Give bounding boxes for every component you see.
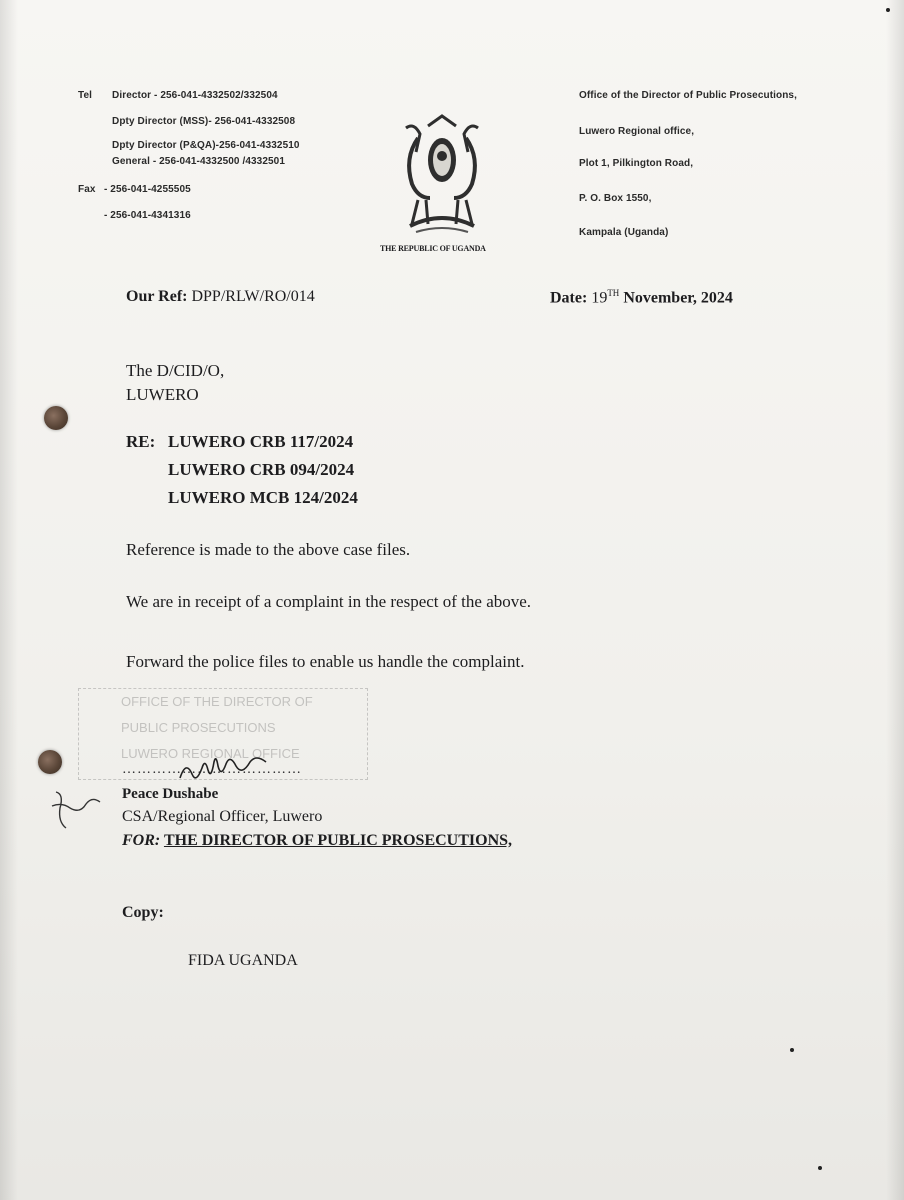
initials-mark bbox=[46, 786, 116, 834]
addressee-line-2: LUWERO bbox=[126, 385, 199, 404]
addressee-line-1: The D/CID/O, bbox=[126, 361, 225, 380]
dpty-director-mss-phone: Dpty Director (MSS)- 256-041-4332508 bbox=[112, 116, 296, 127]
body-paragraph-2: We are in receipt of a complaint in the respect of the above. bbox=[126, 592, 532, 611]
punch-hole-bottom bbox=[38, 750, 62, 774]
subject-line-2: LUWERO CRB 094/2024 bbox=[168, 460, 355, 479]
office-line-4: P. O. Box 1550, bbox=[579, 193, 652, 204]
office-line-5: Kampala (Uganda) bbox=[579, 227, 669, 238]
coat-of-arms-caption: THE REPUBLIC OF UGANDA bbox=[380, 244, 486, 253]
initials-mark-icon bbox=[46, 786, 116, 834]
subject-re-label: RE: bbox=[126, 432, 156, 451]
signature-dotted-line: ……………………………… bbox=[122, 762, 302, 777]
stamp-line-3: LUWERO REGIONAL OFFICE bbox=[121, 746, 300, 761]
subject-line-1: LUWERO CRB 117/2024 bbox=[168, 432, 354, 451]
office-line-2: Luwero Regional office, bbox=[579, 126, 695, 137]
fax-number-1: - 256-041-4255505 bbox=[104, 184, 191, 195]
signatory-name: Peace Dushabe bbox=[122, 786, 219, 802]
date-day: 19 bbox=[591, 289, 608, 307]
handwritten-signature bbox=[176, 756, 286, 786]
page-left-shadow bbox=[0, 0, 18, 1200]
general-phone: General - 256-041-4332500 /4332501 bbox=[112, 156, 285, 167]
for-organisation: THE DIRECTOR OF PUBLIC PROSECUTIONS, bbox=[163, 832, 513, 849]
signature-scribble-icon bbox=[176, 756, 286, 786]
page-right-shadow bbox=[886, 0, 904, 1200]
fax-number-2: - 256-041-4341316 bbox=[104, 210, 191, 221]
for-label: FOR: bbox=[122, 832, 161, 849]
body-paragraph-1: Reference is made to the above case files. bbox=[126, 540, 411, 559]
fax-label: Fax bbox=[78, 184, 96, 195]
dpty-director-pqa-phone: Dpty Director (P&QA)-256-041-4332510 bbox=[112, 140, 300, 151]
signatory-title: CSA/Regional Officer, Luwero bbox=[122, 808, 323, 825]
office-line-3: Plot 1, Pilkington Road, bbox=[579, 158, 694, 169]
reference-line bbox=[126, 288, 315, 306]
subject-line-3: LUWERO MCB 124/2024 bbox=[168, 488, 358, 507]
copy-recipient: FIDA UGANDA bbox=[188, 952, 298, 969]
speck bbox=[790, 1048, 794, 1052]
stamp-line-2: PUBLIC PROSECUTIONS bbox=[121, 720, 276, 735]
date-rest: November, 2024 bbox=[623, 289, 733, 307]
director-phone: Director - 256-041-4332502/332504 bbox=[112, 90, 278, 101]
body-paragraph-3: Forward the police files to enable us handle the complaint. bbox=[126, 652, 525, 671]
ref-label: Our Ref: bbox=[126, 288, 188, 305]
coat-of-arms-icon bbox=[388, 108, 496, 240]
ref-value: DPP/RLW/RO/014 bbox=[191, 288, 315, 305]
punch-hole-top bbox=[44, 406, 68, 430]
date-suffix: TH bbox=[607, 288, 620, 298]
date-label: Date: bbox=[550, 289, 588, 307]
tel-label: Tel bbox=[78, 90, 93, 101]
coat-of-arms bbox=[388, 108, 496, 240]
for-line bbox=[122, 832, 512, 850]
date-line bbox=[550, 288, 733, 307]
copy-label: Copy: bbox=[122, 904, 164, 921]
stamp-line-1: OFFICE OF THE DIRECTOR OF bbox=[121, 694, 313, 709]
office-line-1: Office of the Director of Public Prosecutions, bbox=[579, 90, 797, 101]
speck bbox=[886, 8, 890, 12]
speck bbox=[818, 1166, 822, 1170]
